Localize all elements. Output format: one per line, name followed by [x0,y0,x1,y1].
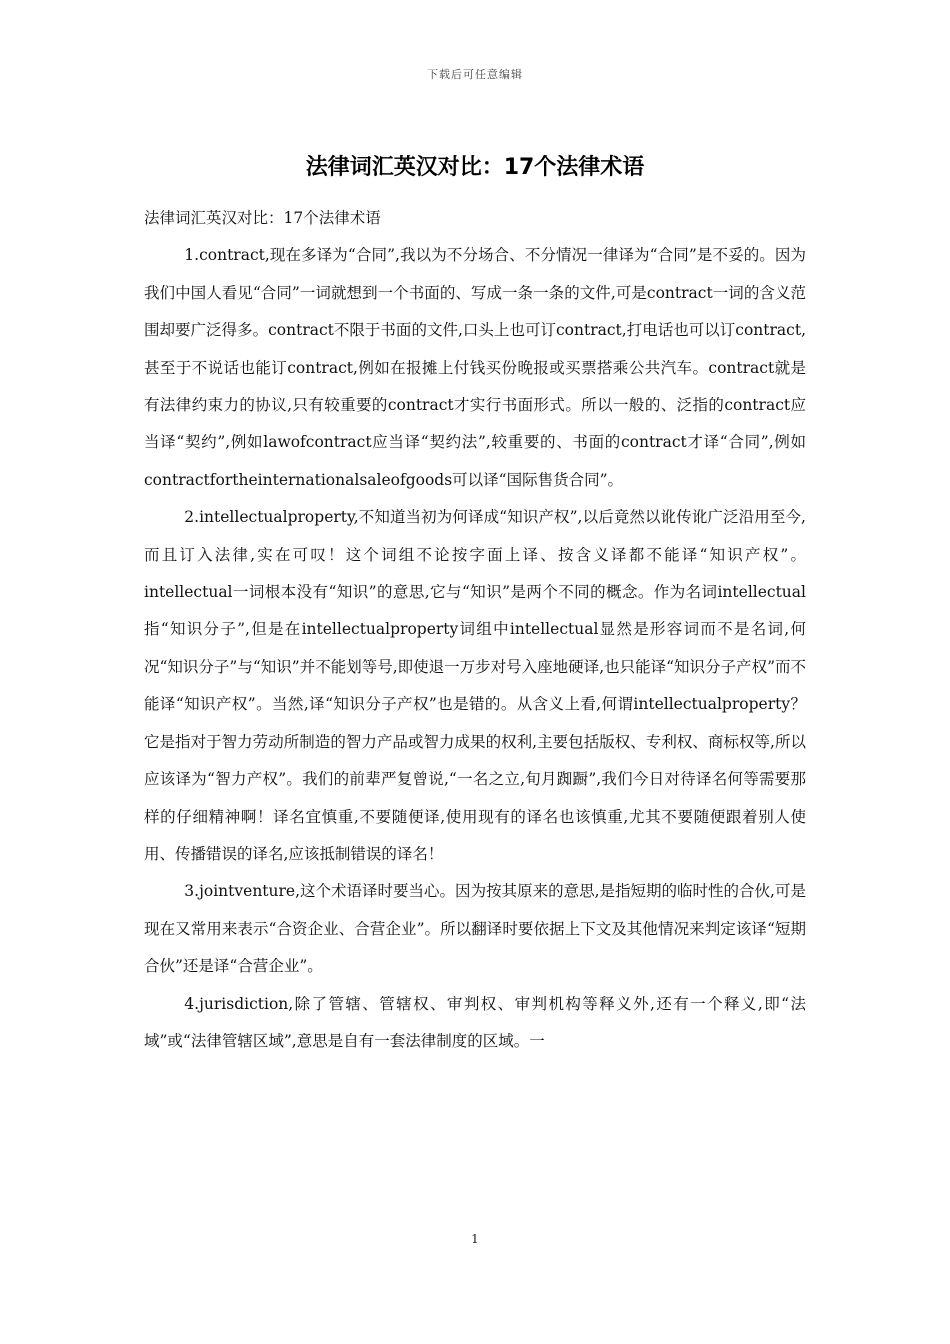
page-header: 下载后可任意编辑 [427,68,523,81]
document-subtitle: 法律词汇英汉对比：17个法律术语 [144,209,381,227]
paragraph-joint-venture: 3.jointventure,这个术语译时要当心。因为按其原来的意思,是指短期的临时性的合伙,可是现在又常用来表示“合资企业、合营企业”。所以翻译时要依据上下文及其他情况来判定该译“短期合伙”还是译“合营企业”。 [144,882,806,976]
page-number: 1 [471,1232,479,1246]
document-body [144,200,806,1060]
paragraph-intellectual-property: 2.intellectualproperty,不知道当初为何译成“知识产权”,以后竟然以讹传讹广泛沿用至今,而且订入法律,实在可叹！这个词组不论按字面上译、按含义译都不能译“知识产权”。intellectual一词根本没有“知识”的意思,它与“知识”是两个不同的概念。作为名词intellectual指“知识分子”,但是在intellectualproperty词组中intellectual显然是形容词而不是名词,何况“知识分子”与“知识”并不能划等号,即使退一万步对号入座地硬译,也只能译“知识分子产权”而不能译“知识产权”。当然,译“知识分子产权”也是错的。从含义上看,何谓intellectualproperty？它是指对于智力劳动所制造的智力产品或智力成果的权利,主要包括版权、专利权、商标权等,所以应该译为“智力产权”。我们的前辈严复曾说,“一名之立,旬月踟蹰”,我们今日对待译名何等需要那样的仔细精神啊！译名宜慎重,不要随便译,使用现有的译名也该慎重,尤其不要随便跟着别人使用、传播错误的译名,应该抵制错误的译名！ [144,508,806,863]
paragraph-contract: 1.contract,现在多译为“合同”,我以为不分场合、不分情况一律译为“合同”是不妥的。因为我们中国人看见“合同”一词就想到一个书面的、写成一条一条的文件,可是contract一词的含义范围却要广泛得多。contract不限于书面的文件,口头上也可订contract,打电话也可以订contract,甚至于不说话也能订contract,例如在报摊上付钱买份晚报或买票搭乘公共汽车。contract就是有法律约束力的协议,只有较重要的contract才实行书面形式。所以一般的、泛指的contract应当译“契约”,例如lawofcontract应当译“契约法”,较重要的、书面的contract才译“合同”,例如contractfortheinternationalsaleofgoods可以译“国际售货合同”。 [144,246,806,489]
paragraph-jurisdiction: 4.jurisdiction,除了管辖、管辖权、审判权、审判机构等释义外,还有一个释义,即“法域”或“法律管辖区域”,意思是自有一套法律制度的区域。一 [144,994,806,1050]
document-title: 法律词汇英汉对比：17个法律术语 [305,155,645,180]
